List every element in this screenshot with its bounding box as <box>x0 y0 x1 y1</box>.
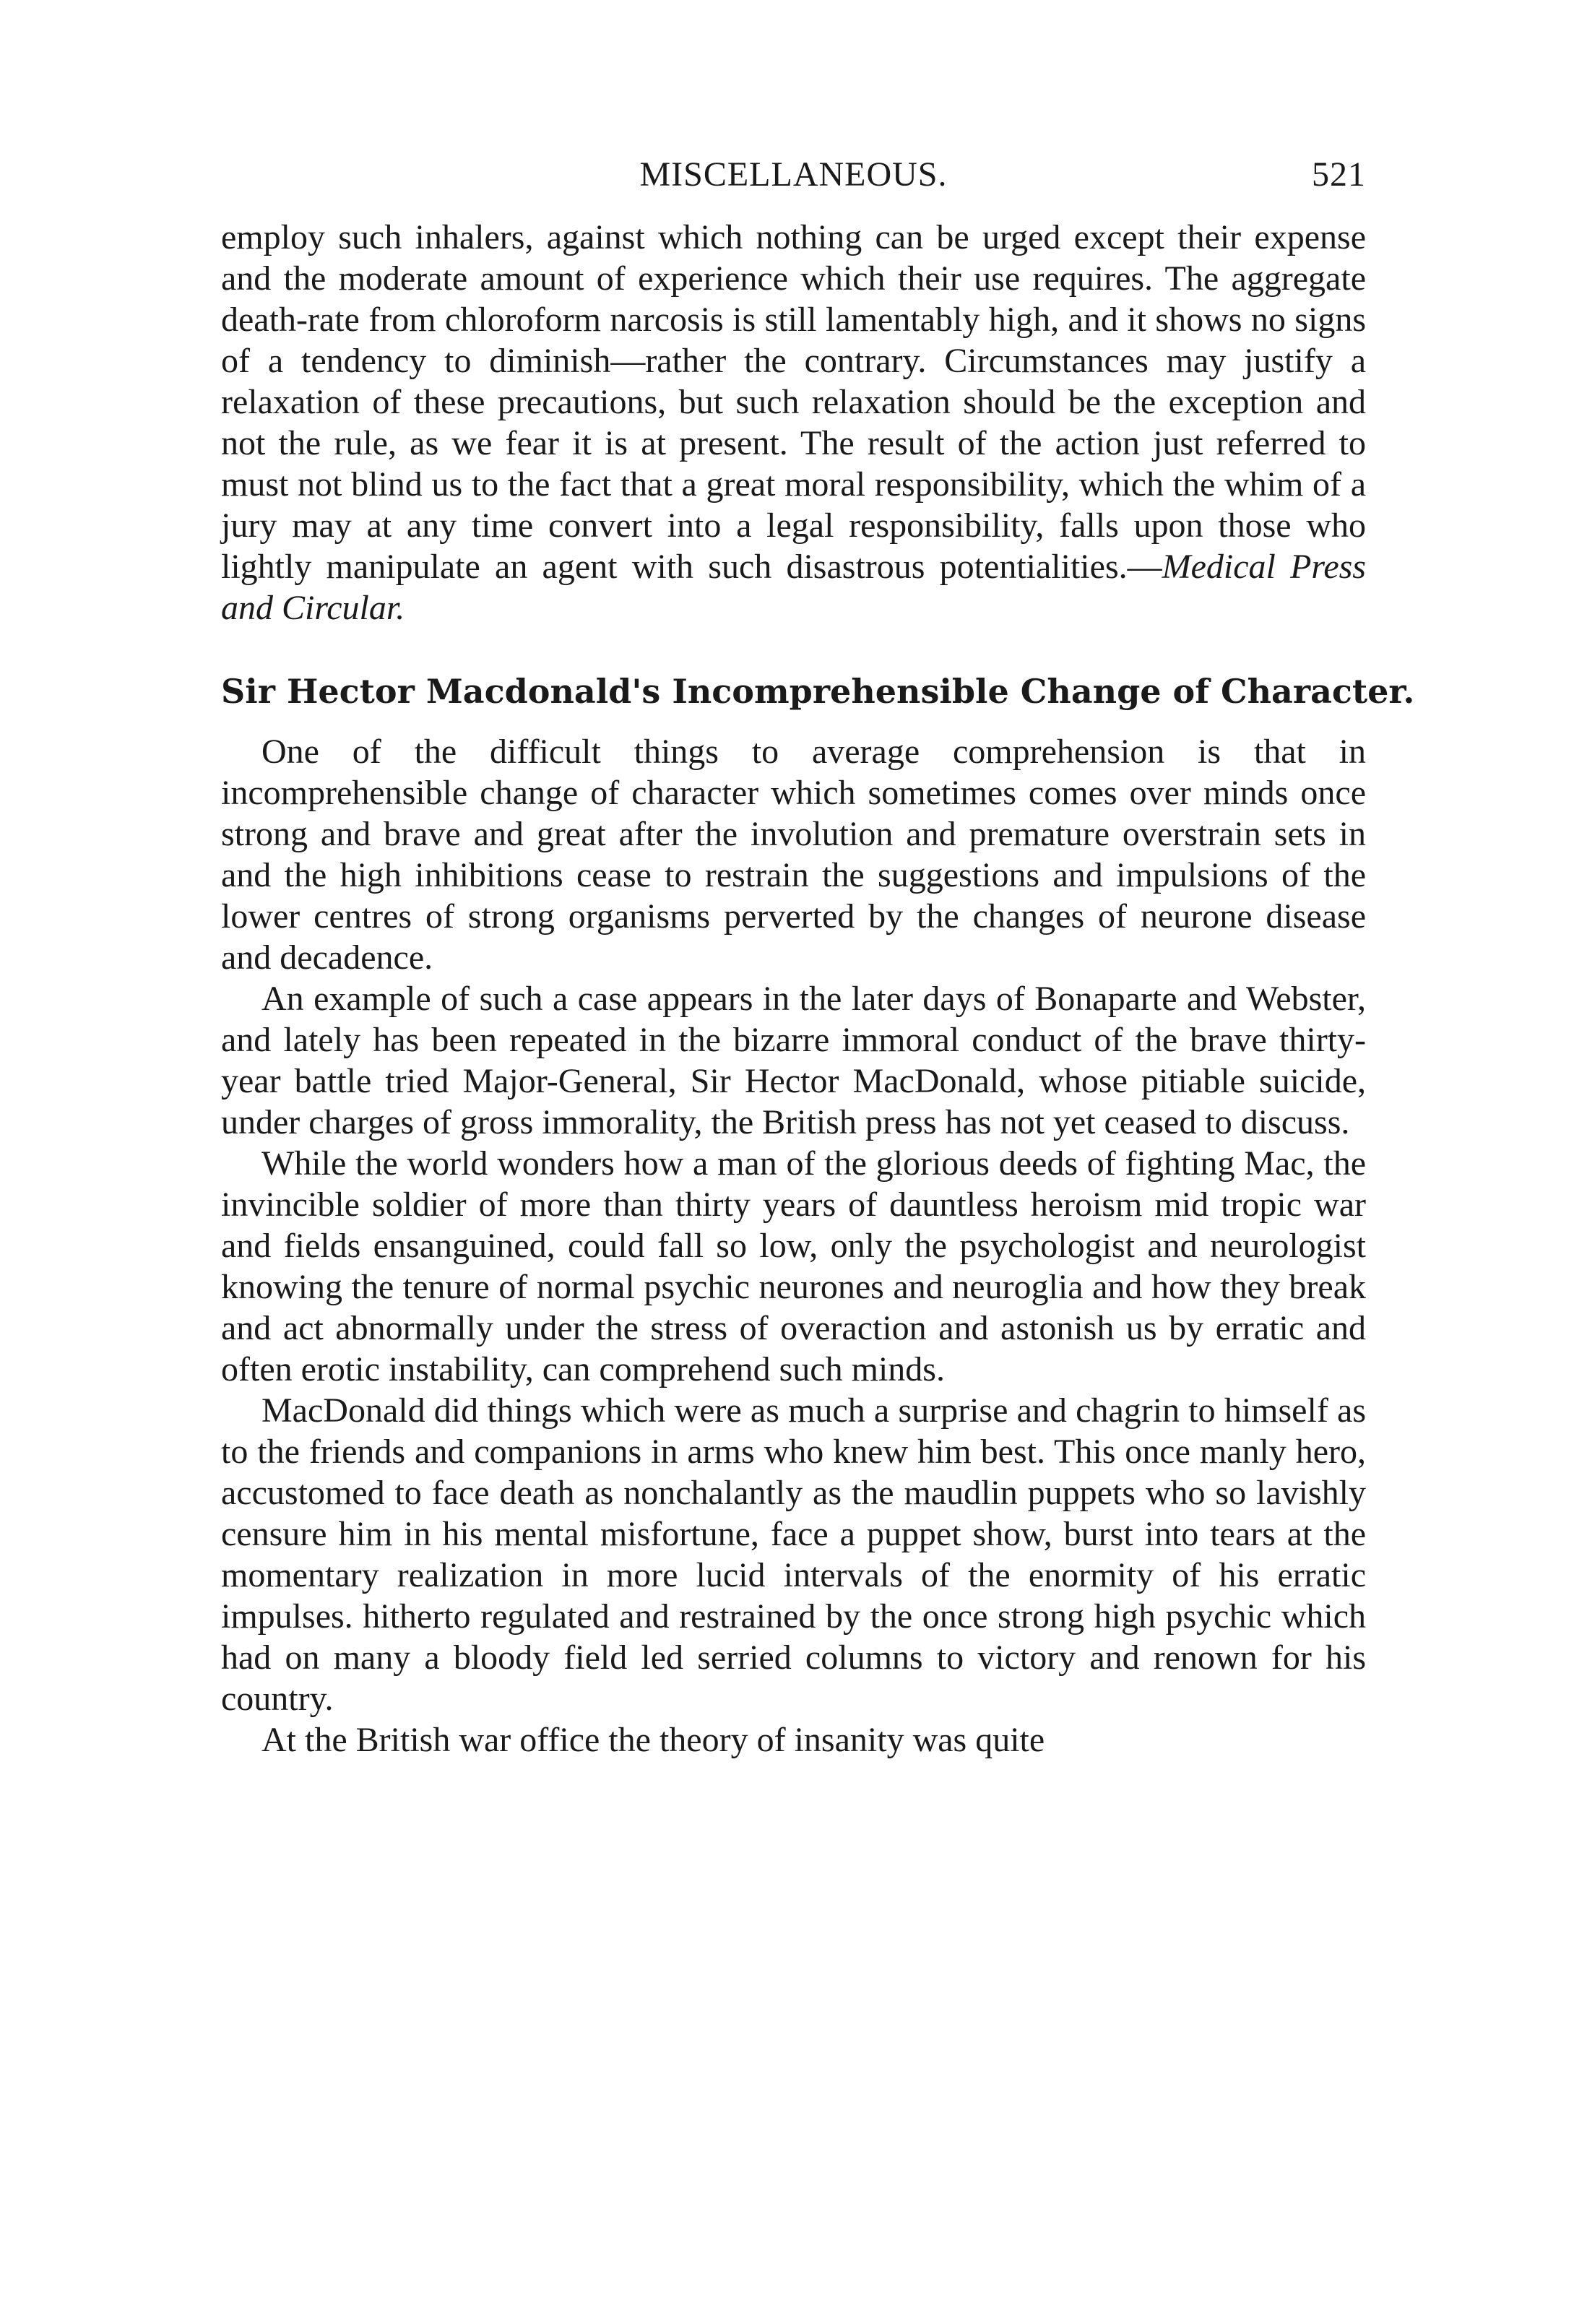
article-paragraph: An example of such a case appears in the later days of Bonaparte and Webster, and lately has been repeated in the bizarre immoral conduct of the brave thirty-year battle tried Major-General, Sir Hector MacDonald, whose pitiable suicide, under charges of gross immorality, the British press has not yet ceased to discuss. <box>221 980 1366 1141</box>
running-head <box>221 144 1366 202</box>
page-number: 521 <box>1312 155 1366 194</box>
running-head-title: MISCELLANEOUS. <box>639 155 948 194</box>
article-paragraph: MacDonald did things which were as much a surprise and chagrin to himself as to the friends and companions in arms who knew him best. This once manly hero, accustomed to face death as nonchalantly as the maudlin puppets who so lavishly censure him in his mental misfortune, face a puppet show, burst into tears at the momentary realization in more lucid intervals of the enormity of his erratic impulses. hitherto regulated and restrained by the once strong high psychic which had on many a bloody field led serried columns to victory and renown for his country. <box>221 1391 1366 1718</box>
article-paragraph: At the British war office the theory of insanity was quite <box>261 1721 1045 1759</box>
document-page <box>221 144 1415 1761</box>
continued-paragraph <box>221 217 1366 628</box>
article-heading: Sir Hector Macdonald's Incomprehensible Change of Character. <box>221 672 1415 711</box>
continued-paragraph-text: employ such inhalers, against which nothing can be urged except their expense and the moderate amount of experience which their use requires. The aggregate death-rate from chloroform narcosis is still lamentably high, and it shows no signs of a tendency to diminish—rather the contrary. Circumstances may justify a relaxation of these precautions, but such relaxation should be the exception and not the rule, as we fear it is at present. The result of the action just referred to must not blind us to the fact that a great moral responsibility, which the whim of a jury may at any time convert into a legal responsibility, falls upon those who lightly manipulate an agent with such disastrous potentialities.— <box>221 218 1366 586</box>
article-paragraph: One of the difficult things to average comprehension is that in incomprehensible change of character which sometimes comes over minds once strong and brave and great after the involution and premature overstrain sets in and the high inhibitions cease to restrain the suggestions and impulsions of the lower centres of strong organisms perverted by the changes of neurone disease and decadence. <box>221 733 1366 977</box>
source-citation: Medical Press and Circular. <box>221 548 1366 627</box>
article-paragraph: While the world wonders how a man of the glorious deeds of fighting Mac, the invincible soldier of more than thirty years of dauntless heroism mid tropic war and fields ensanguined, could fall so low, only the psychologist and neurologist knowing the tenure of normal psychic neurones and neuroglia and how they break and act abnormally under the stress of overaction and astonish us by erratic and often erotic instability, can comprehend such minds. <box>221 1144 1366 1388</box>
